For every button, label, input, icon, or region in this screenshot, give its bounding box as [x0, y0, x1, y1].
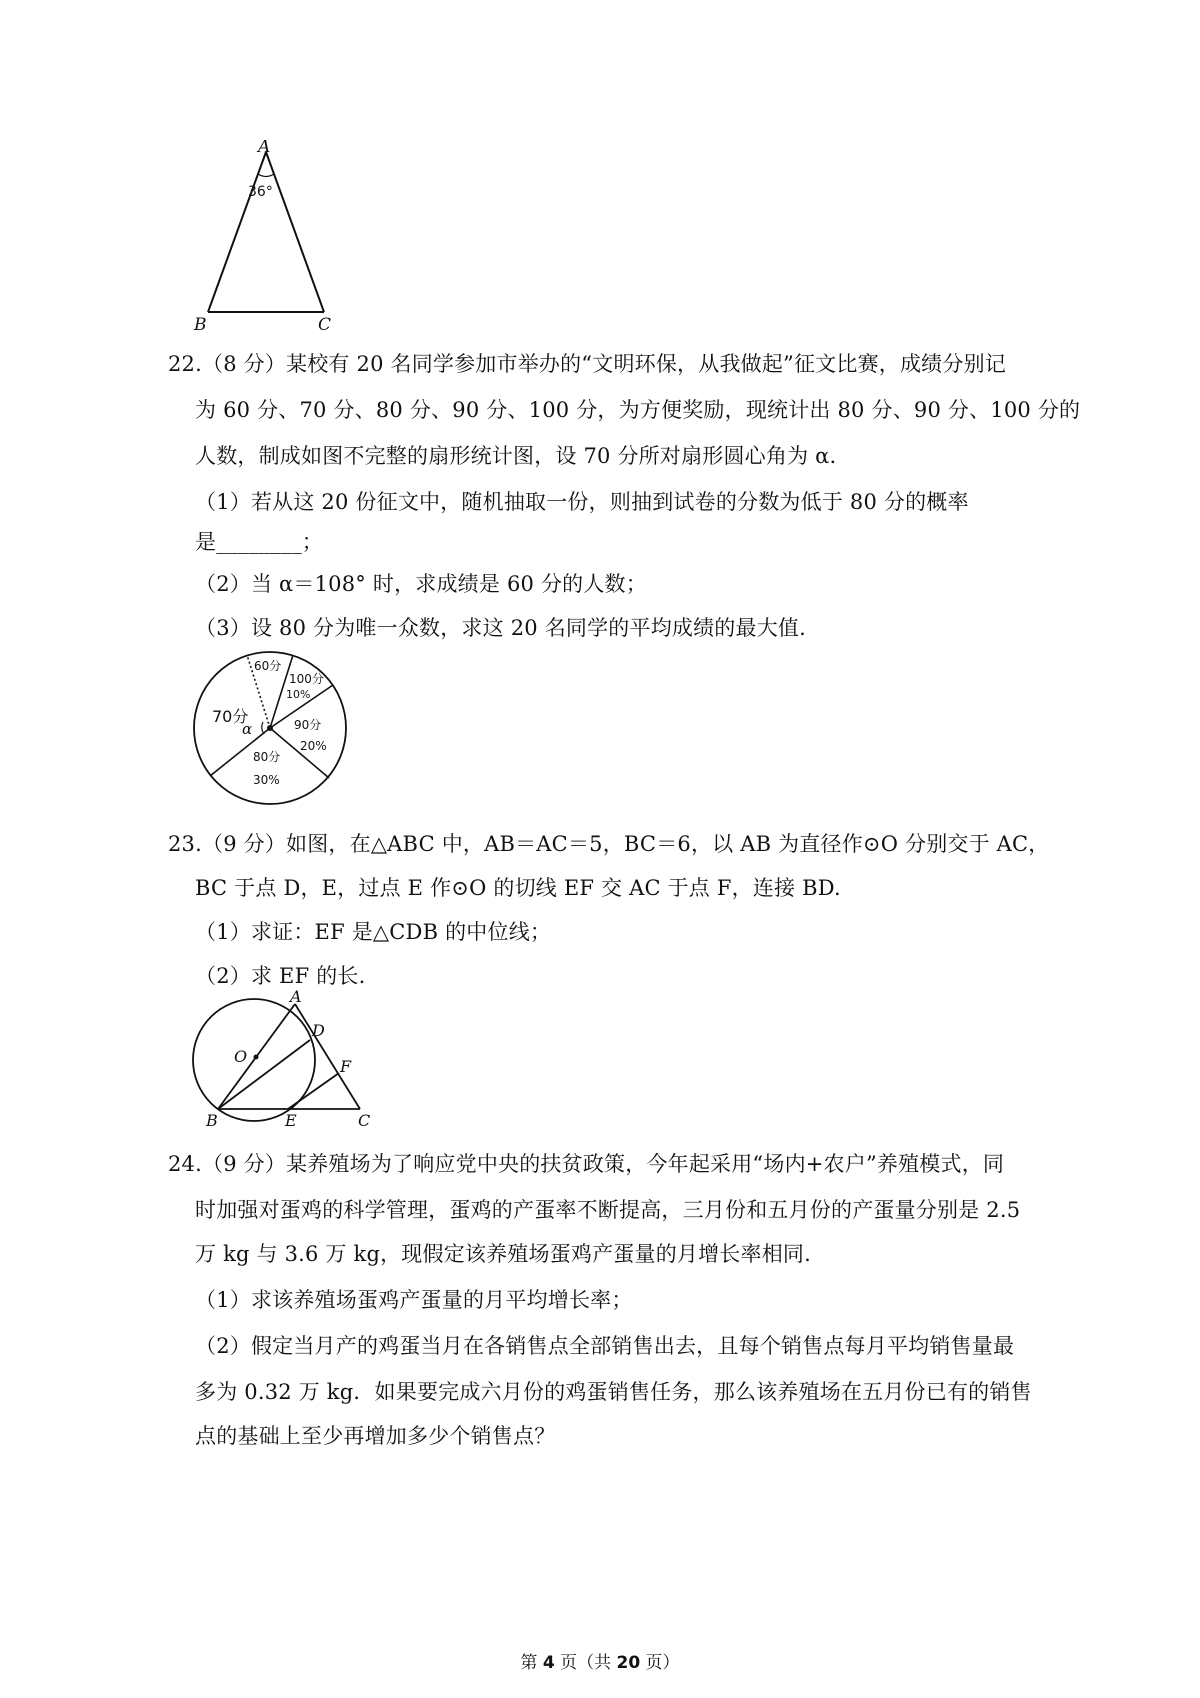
pie-label-80: 80分: [253, 750, 281, 764]
pie-label-100: 100分: [289, 672, 324, 686]
angle-arc: [258, 174, 274, 177]
pie-pct-80: 30%: [253, 773, 280, 787]
q22-line-3: 人数，制成如图不完整的扇形统计图，设 70 分所对扇形圆心角为 α.: [195, 444, 837, 468]
q22-sub-3: （3）设 80 分为唯一众数，求这 20 名同学的平均成绩的最大值.: [195, 616, 806, 640]
q22-sub-1a: （1）若从这 20 份征文中，随机抽取一份，则抽到试卷的分数为低于 80 分的概率: [195, 490, 969, 514]
q22-sub-1b: 是________；: [195, 530, 323, 554]
segment-ef: [288, 1073, 339, 1109]
q24-line-2: 时加强对蛋鸡的科学管理，蛋鸡的产蛋率不断提高，三月份和五月份的产蛋量分别是 2.5: [195, 1198, 1021, 1222]
q24-sub-2c: 点的基础上至少再增加多少个销售点？: [195, 1424, 556, 1448]
q23-line-2: BC 于点 D，E，过点 E 作⊙O 的切线 EF 交 AC 于点 F，连接 BD.: [195, 876, 841, 900]
q22-line-2: 为 60 分、70 分、80 分、90 分、100 分，为方便奖励，现统计出 80 分、90 分、100 分的: [195, 398, 1081, 422]
footer-prefix: 第: [520, 1653, 543, 1673]
angle-label: 36°: [248, 184, 273, 200]
point-label-c: C: [358, 1111, 371, 1130]
q23-sub-1: （1）求证：EF 是△CDB 的中位线；: [195, 920, 552, 944]
triangle-side-ac: [266, 152, 324, 312]
point-label-b: B: [206, 1111, 218, 1130]
triangle-figure: [190, 140, 350, 365]
page-footer: [0, 1648, 1200, 1673]
point-label-o: O: [234, 1047, 248, 1066]
vertex-label-b: B: [194, 315, 207, 335]
footer-suffix: 页）: [640, 1653, 680, 1673]
q24-line-1: 24.（9 分）某养殖场为了响应党中央的扶贫政策，今年起采用“场内+农户”养殖模式，同: [168, 1152, 1005, 1176]
q24-sub-1: （1）求该养殖场蛋鸡产蛋量的月平均增长率；: [195, 1288, 633, 1312]
pie-pct-100: 10%: [286, 688, 311, 701]
pie-label-60: 60分: [254, 659, 282, 673]
pie-alpha: α: [242, 720, 253, 738]
vertex-label-a: A: [258, 140, 271, 157]
point-label-d: D: [312, 1021, 325, 1040]
footer-total-pages: 20: [616, 1653, 641, 1673]
pie-label-70: 70分: [212, 707, 249, 726]
vertex-label-c: C: [318, 315, 332, 335]
q23-line-1: 23.（9 分）如图，在△ABC 中，AB＝AC＝5，BC＝6，以 AB 为直径作⊙O 分别交于 AC，: [168, 832, 1050, 856]
q22-line-1: 22.（8 分）某校有 20 名同学参加市举办的“文明环保，从我做起”征文比赛，成绩分别记: [168, 352, 1006, 376]
footer-middle: 页（共: [554, 1653, 617, 1673]
point-label-f: F: [340, 1057, 352, 1076]
pie-pct-90: 20%: [300, 739, 327, 753]
pie-center: [267, 725, 273, 731]
triangle-side-ab: [208, 152, 266, 312]
q24-sub-2b: 多为 0.32 万 kg．如果要完成六月份的鸡蛋销售任务，那么该养殖场在五月份已有的销售: [195, 1380, 1032, 1404]
q23-sub-2: （2）求 EF 的长.: [195, 964, 366, 988]
circle-triangle-figure: [190, 990, 380, 1130]
pie-chart-figure: [190, 650, 365, 810]
center-o: [254, 1055, 259, 1060]
point-label-a: A: [290, 990, 302, 1006]
segment-bd: [218, 1040, 310, 1109]
q24-line-3: 万 kg 与 3.6 万 kg，现假定该养殖场蛋鸡产蛋量的月增长率相同.: [195, 1242, 811, 1266]
point-label-e: E: [285, 1111, 297, 1130]
q22-sub-2: （2）当 α＝108° 时，求成绩是 60 分的人数；: [195, 572, 647, 596]
q24-sub-2a: （2）假定当月产的鸡蛋当月在各销售点全部销售出去，且每个销售点每月平均销售量最: [195, 1334, 1015, 1358]
pie-label-90: 90分: [294, 718, 322, 732]
footer-page-number: 4: [542, 1653, 555, 1673]
